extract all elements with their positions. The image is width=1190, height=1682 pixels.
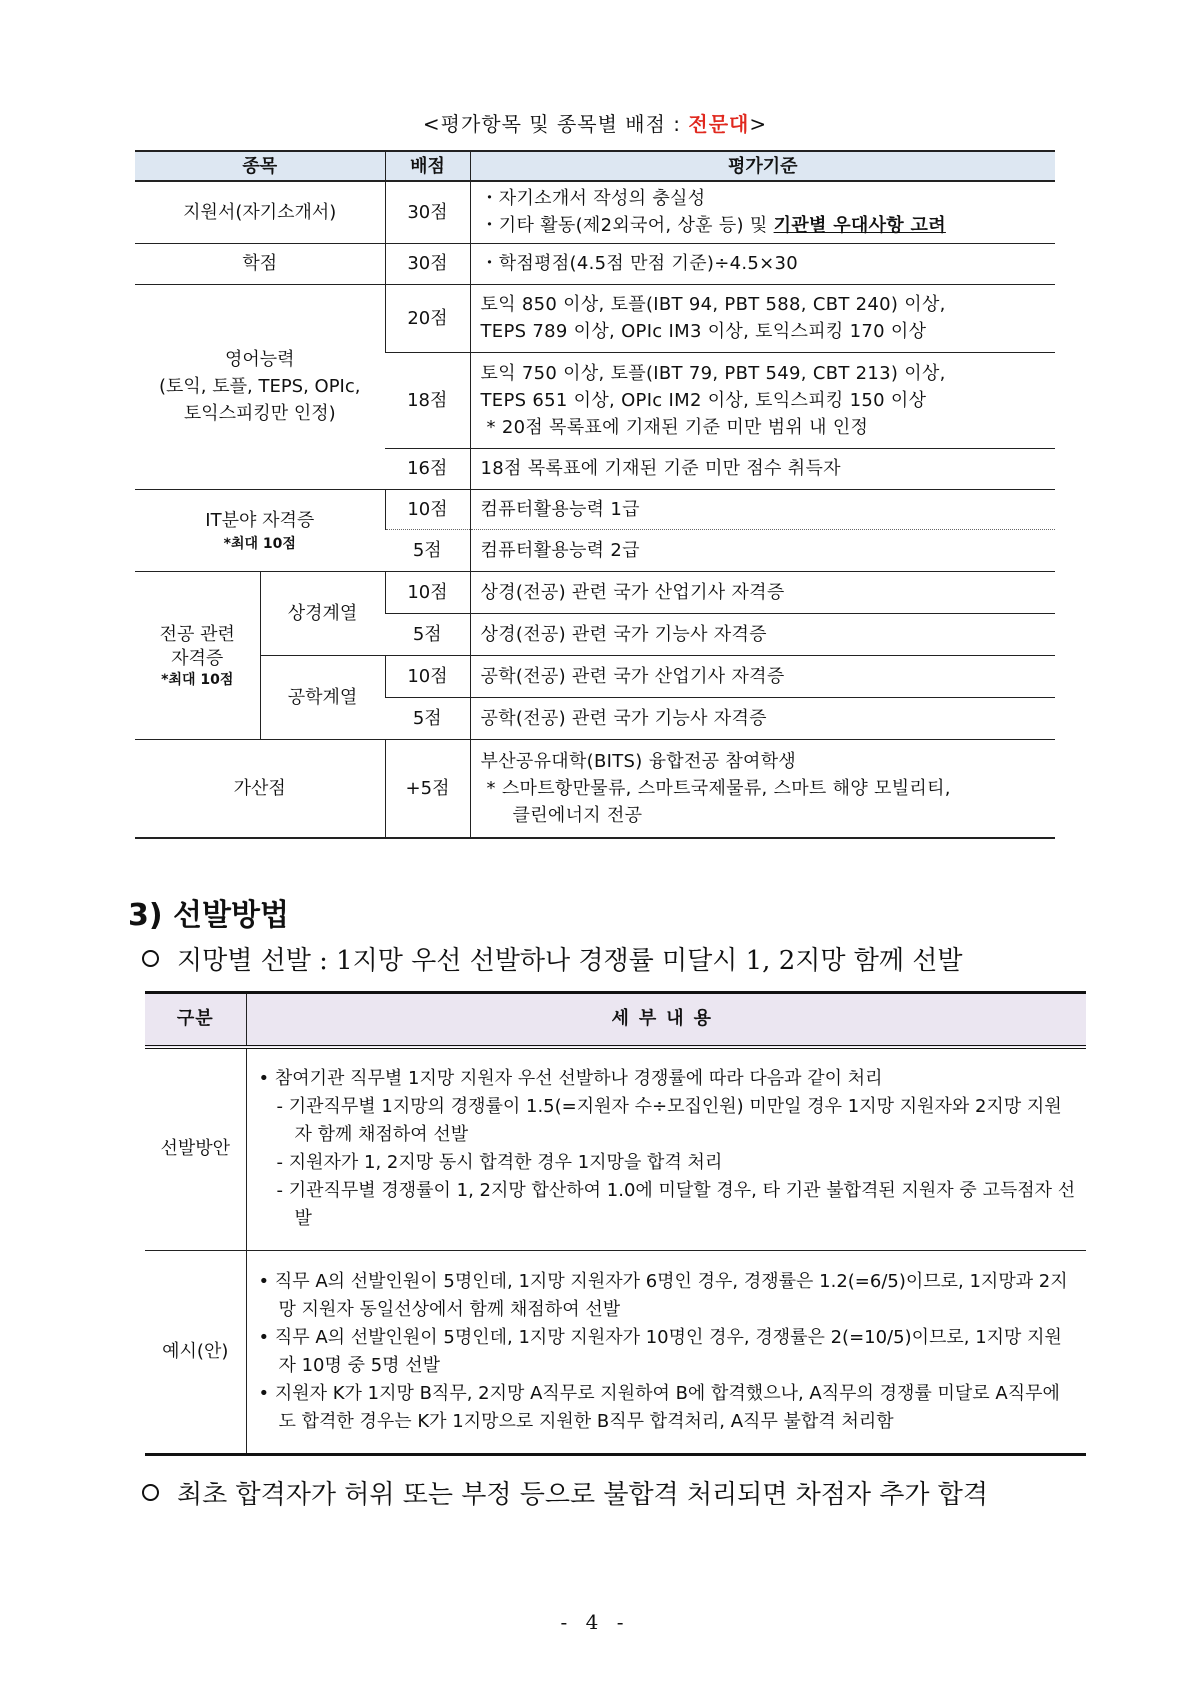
score-cell: 5점 bbox=[385, 697, 470, 739]
page-number: - 4 - bbox=[560, 1610, 630, 1634]
table-row bbox=[135, 739, 1055, 838]
header-score: 배점 bbox=[385, 151, 470, 181]
circle-bullet-icon bbox=[142, 950, 159, 967]
item-cell: 가산점 bbox=[135, 739, 385, 838]
criteria-cell: 18점 목록표에 기재된 기준 미만 점수 취득자 bbox=[470, 448, 1055, 489]
score-cell: 18점 bbox=[385, 352, 470, 448]
score-cell: 10점 bbox=[385, 571, 470, 613]
score-cell: 5점 bbox=[385, 529, 470, 571]
item-cell: 전공 관련 자격증 *최대 10점 bbox=[135, 571, 260, 739]
table-row bbox=[135, 243, 1055, 284]
details-cell: • 직무 A의 선발인원이 5명인데, 1지망 지원자가 6명인 경우, 경쟁률은 1.2(=6/5)이므로, 1지망과 2지망 지원자 동일선상에서 함께 채점하여 선발 • 직무 A의 선발인원이 5명인데, 1지망 지원자가 10명인 경우, 경쟁률은 2(=10/5)이므로, 1지망 지원자 10명 중 5명 선발 • 지원자 K가 1지망 B직무, 2지망 A직무로 지원하여 B에 합격했으나, A직무의 경쟁률 미달로 A직무에도 합격한 경우는 K가 1지망으로 지원한 B직무 합격처리, A직무 불합격 처리함 bbox=[246, 1251, 1086, 1455]
criteria-cell: ・학점평점(4.5점 만점 기준)÷4.5×30 bbox=[470, 243, 1055, 284]
table-row bbox=[135, 571, 1055, 613]
category-cell: 예시(안) bbox=[145, 1251, 246, 1455]
criteria-cell: 컴퓨터활용능력 2급 bbox=[470, 529, 1055, 571]
score-cell: 30점 bbox=[385, 243, 470, 284]
emphasis-text: 기관별 우대사항 고려 bbox=[773, 215, 946, 237]
table-row bbox=[135, 489, 1055, 529]
max-note: *최대 10점 bbox=[223, 535, 296, 552]
table-header-row bbox=[145, 993, 1086, 1047]
caption-highlight: 전문대 bbox=[688, 112, 750, 136]
table-row bbox=[135, 181, 1055, 243]
criteria-cell: 부산공유대학(BITS) 융합전공 참여학생 * 스마트항만물류, 스마트국제물류, 스마트 해양 모빌리티, 클린에너지 전공 bbox=[470, 739, 1055, 838]
section-title: 3) 선발방법 bbox=[128, 898, 289, 933]
criteria-cell: 공학(전공) 관련 국가 산업기사 자격증 bbox=[470, 655, 1055, 697]
table-row bbox=[135, 655, 1055, 697]
table-row bbox=[145, 1047, 1086, 1251]
header-details: 세부내용 bbox=[246, 993, 1086, 1047]
group-cell: 공학계열 bbox=[260, 655, 385, 739]
bullet-item: 최초 합격자가 허위 또는 부정 등으로 불합격 처리되면 차점자 추가 합격 bbox=[142, 1474, 988, 1511]
score-cell: 16점 bbox=[385, 448, 470, 489]
table-header-row bbox=[135, 151, 1055, 181]
score-cell: 5점 bbox=[385, 613, 470, 655]
criteria-cell: 상경(전공) 관련 국가 기능사 자격증 bbox=[470, 613, 1055, 655]
item-cell: 영어능력 (토익, 토플, TEPS, OPIc, 토익스피킹만 인정) bbox=[135, 284, 385, 489]
header-criteria: 평가기준 bbox=[470, 151, 1055, 181]
item-cell: 학점 bbox=[135, 243, 385, 284]
group-cell: 상경계열 bbox=[260, 571, 385, 655]
bullet-item: 지망별 선발 : 1지망 우선 선발하나 경쟁률 미달시 1, 2지망 함께 선발 bbox=[142, 940, 962, 977]
criteria-cell: 토익 850 이상, 토플(IBT 94, PBT 588, CBT 240) 이상, TEPS 789 이상, OPIc IM3 이상, 토익스피킹 170 이상 bbox=[470, 284, 1055, 352]
criteria-cell: 토익 750 이상, 토플(IBT 79, PBT 549, CBT 213) 이상, TEPS 651 이상, OPIc IM2 이상, 토익스피킹 150 이상 * 20점 목록표에 기재된 기준 미만 범위 내 인정 bbox=[470, 352, 1055, 448]
criteria-cell: 컴퓨터활용능력 1급 bbox=[470, 489, 1055, 529]
table-caption: <평가항목 및 종목별 배점 : 전문대> bbox=[422, 112, 768, 136]
score-cell: 30점 bbox=[385, 181, 470, 243]
details-cell: • 참여기관 직무별 1지망 지원자 우선 선발하나 경쟁률에 따라 다음과 같이 처리 - 기관직무별 1지망의 경쟁률이 1.5(=지원자 수÷모집인원) 미만일 경우 1지망 지원자와 2지망 지원자 함께 채점하여 선발 - 지원자가 1, 2지망 동시 합격한 경우 1지망을 합격 처리 - 기관직무별 경쟁률이 1, 2지망 합산하여 1.0에 미달할 경우, 타 기관 불합격된 지원자 중 고득점자 선발 bbox=[246, 1047, 1086, 1251]
table-row bbox=[145, 1251, 1086, 1455]
score-cell: 10점 bbox=[385, 489, 470, 529]
selection-method-table bbox=[145, 991, 1086, 1456]
header-item: 종목 bbox=[135, 151, 385, 181]
criteria-cell: 공학(전공) 관련 국가 기능사 자격증 bbox=[470, 697, 1055, 739]
score-cell: 20점 bbox=[385, 284, 470, 352]
score-cell: 10점 bbox=[385, 655, 470, 697]
category-cell: 선발방안 bbox=[145, 1047, 246, 1251]
table-row bbox=[135, 284, 1055, 352]
criteria-cell: 상경(전공) 관련 국가 산업기사 자격증 bbox=[470, 571, 1055, 613]
item-cell: IT분야 자격증 *최대 10점 bbox=[135, 489, 385, 571]
score-cell: +5점 bbox=[385, 739, 470, 838]
item-cell: 지원서(자기소개서) bbox=[135, 181, 385, 243]
header-category: 구분 bbox=[145, 993, 246, 1047]
evaluation-table bbox=[135, 150, 1055, 839]
max-note: *최대 10점 bbox=[161, 671, 234, 688]
circle-bullet-icon bbox=[142, 1484, 159, 1501]
criteria-cell: ・자기소개서 작성의 충실성 ・기타 활동(제2외국어, 상훈 등) 및 기관별 우대사항 고려 bbox=[470, 181, 1055, 243]
